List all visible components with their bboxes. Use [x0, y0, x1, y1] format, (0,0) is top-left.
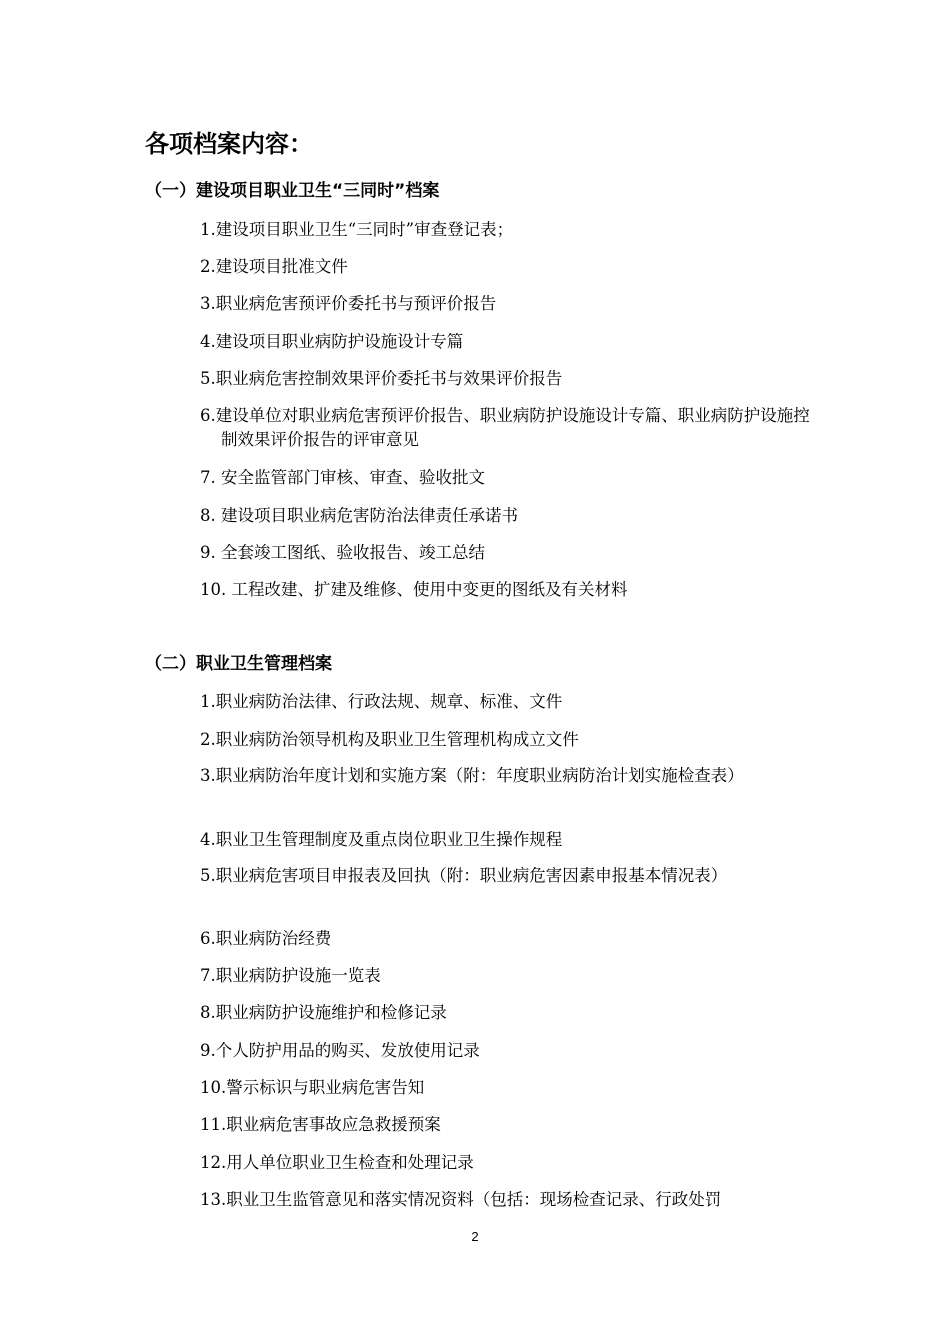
list-item: 7. 安全监管部门审核、审查、验收批文	[200, 468, 485, 487]
list-item: 7.职业病防护设施一览表	[200, 966, 381, 985]
list-item: 10. 工程改建、扩建及维修、使用中变更的图纸及有关材料	[200, 580, 628, 599]
list-item: 6.职业病防治经费	[200, 929, 332, 948]
list-item: 8. 建设项目职业病危害防治法律责任承诺书	[200, 506, 518, 525]
list-item: 5.职业病危害项目申报表及回执（附：职业病危害因素申报基本情况表）	[200, 866, 728, 885]
list-item: 10.警示标识与职业病危害告知	[200, 1078, 425, 1097]
page-title: 各项档案内容：	[145, 130, 313, 158]
list-item: 3.职业病防治年度计划和实施方案（附：年度职业病防治计划实施检查表）	[200, 766, 744, 785]
list-item: 13.职业卫生监管意见和落实情况资料（包括：现场检查记录、行政处罚	[200, 1190, 722, 1209]
list-item: 12.用人单位职业卫生检查和处理记录	[200, 1153, 474, 1172]
list-item: 11.职业病危害事故应急救援预案	[200, 1115, 441, 1134]
list-item: 9. 全套竣工图纸、验收报告、竣工总结	[200, 543, 485, 562]
list-item: 2.建设项目批准文件	[200, 257, 348, 276]
section-heading: （一）建设项目职业卫生“三同时”档案	[145, 181, 440, 201]
list-item: 1.职业病防治法律、行政法规、规章、标准、文件	[200, 692, 563, 711]
list-item: 6.建设单位对职业病危害预评价报告、职业病防护设施设计专篇、职业病防护设施控制效果评价报告的评审意见	[200, 406, 810, 449]
list-item: 1.建设项目职业卫生“三同时”审查登记表；	[200, 220, 514, 239]
page-number: 2	[471, 1229, 479, 1244]
section-heading: （二）职业卫生管理档案	[145, 654, 332, 674]
list-item: 9.个人防护用品的购买、发放使用记录	[200, 1041, 480, 1060]
list-item: 4.建设项目职业病防护设施设计专篇	[200, 332, 464, 351]
list-item: 4.职业卫生管理制度及重点岗位职业卫生操作规程	[200, 830, 563, 849]
list-item: 3.职业病危害预评价委托书与预评价报告	[200, 294, 497, 313]
list-item: 2.职业病防治领导机构及职业卫生管理机构成立文件	[200, 730, 579, 749]
list-item: 8.职业病防护设施维护和检修记录	[200, 1003, 447, 1022]
list-item: 5.职业病危害控制效果评价委托书与效果评价报告	[200, 369, 563, 388]
